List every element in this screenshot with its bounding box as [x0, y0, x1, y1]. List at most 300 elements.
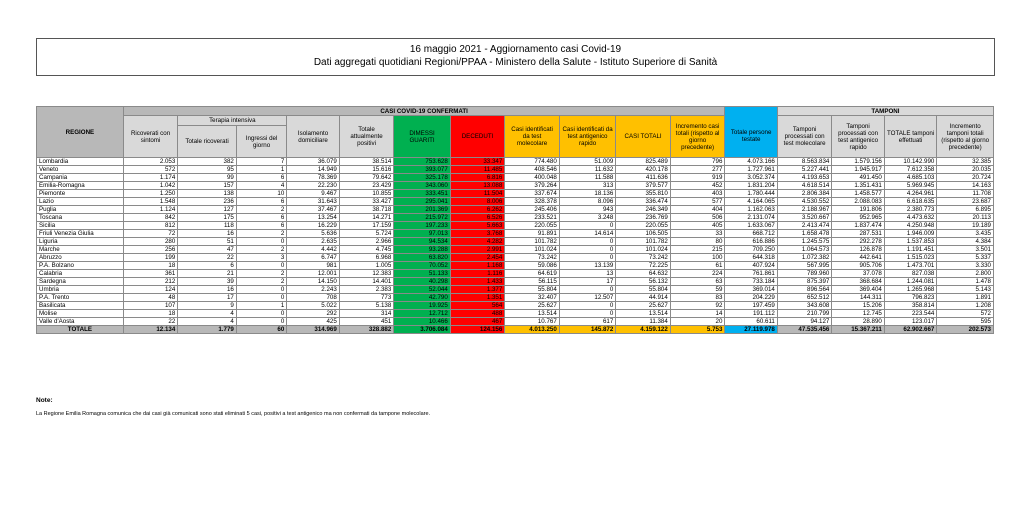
- header-tamp-ant: Tamponi processati con test antigenico rapido: [832, 116, 884, 158]
- table-cell: 4.384: [937, 238, 994, 246]
- table-cell: 369.014: [725, 286, 777, 294]
- table-cell: 51.133: [394, 270, 451, 278]
- table-cell: 337.674: [505, 190, 560, 198]
- table-cell: 2: [236, 270, 286, 278]
- table-cell: 467: [450, 318, 505, 326]
- table-cell: 20.113: [937, 214, 994, 222]
- table-cell: 292: [287, 310, 339, 318]
- table-cell: 4: [236, 182, 286, 190]
- table-cell: 13.088: [450, 182, 505, 190]
- table-cell: 37.467: [287, 206, 339, 214]
- table-cell: 407.924: [725, 262, 777, 270]
- region-name: Basilicata: [37, 302, 124, 310]
- header-antigenico: Casi identificati da test antigenico rapido: [559, 116, 616, 158]
- table-row: [37, 206, 994, 214]
- table-cell: 63: [670, 278, 725, 286]
- table-cell: 796: [670, 158, 725, 166]
- table-cell: 33.427: [339, 198, 394, 206]
- table-cell: 425: [287, 318, 339, 326]
- table-cell: 22: [178, 254, 237, 262]
- table-cell: 796.823: [884, 294, 936, 302]
- table-cell: 11.485: [450, 166, 505, 174]
- report-subtitle: Dati aggregati quotidiani Regioni/PPAA - Ministero della Salute - Istituto Superiore di Sanità: [313, 57, 718, 68]
- table-cell: 1.633.067: [725, 222, 777, 230]
- table-cell: 1.837.474: [832, 222, 884, 230]
- header-tamp-tot: TOTALE tamponi effettuati: [884, 116, 936, 158]
- table-cell: 233.521: [505, 214, 560, 222]
- table-cell: 215: [670, 246, 725, 254]
- table-cell: 369.404: [832, 286, 884, 294]
- table-cell: 1.245.575: [777, 238, 832, 246]
- table-cell: 325.178: [394, 174, 451, 182]
- table-cell: 23.429: [339, 182, 394, 190]
- table-cell: 10.466: [394, 318, 451, 326]
- table-cell: 44.914: [616, 294, 671, 302]
- table-cell: 2.966: [339, 238, 394, 246]
- table-cell: 451: [339, 318, 394, 326]
- table-cell: 2.088.083: [832, 198, 884, 206]
- table-cell: 343.608: [777, 302, 832, 310]
- table-cell: 91.891: [505, 230, 560, 238]
- region-name: Friuli Venezia Giulia: [37, 230, 124, 238]
- table-cell: 48: [123, 294, 178, 302]
- table-cell: 2.053: [123, 158, 178, 166]
- table-cell: 12.745: [832, 310, 884, 318]
- region-name: Emilia-Romagna: [37, 182, 124, 190]
- header-tamp-inc: Incremento tamponi totali (rispetto al giorno precedente): [937, 116, 994, 158]
- table-row: [37, 214, 994, 222]
- table-cell: 1: [236, 166, 286, 174]
- table-cell: 774.480: [505, 158, 560, 166]
- table-cell: 1.191.451: [884, 246, 936, 254]
- header-incremento: Incremento casi totali (rispetto al giorno precedente): [670, 116, 725, 158]
- table-cell: 210.799: [777, 310, 832, 318]
- table-cell: 0: [236, 294, 286, 302]
- region-name: Campania: [37, 174, 124, 182]
- table-cell: 789.960: [777, 270, 832, 278]
- table-cell: 1.579.156: [832, 158, 884, 166]
- table-cell: 358.814: [884, 302, 936, 310]
- table-cell: 13.139: [559, 262, 616, 270]
- table-cell: 1.727.961: [725, 166, 777, 174]
- table-cell: 72: [123, 230, 178, 238]
- table-cell: 39: [178, 278, 237, 286]
- table-cell: 400.048: [505, 174, 560, 182]
- table-cell: 23.687: [937, 198, 994, 206]
- table-cell: 18.136: [559, 190, 616, 198]
- total-cell: 60: [236, 326, 286, 334]
- table-cell: 124: [123, 286, 178, 294]
- table-cell: 0: [559, 286, 616, 294]
- table-cell: 981: [287, 262, 339, 270]
- table-cell: 33: [670, 230, 725, 238]
- table-cell: 95: [178, 166, 237, 174]
- table-cell: 2.454: [450, 254, 505, 262]
- table-row: [37, 222, 994, 230]
- table-cell: 59.086: [505, 262, 560, 270]
- region-name: Calabria: [37, 270, 124, 278]
- table-cell: 16: [178, 286, 237, 294]
- region-name: P.A. Bolzano: [37, 262, 124, 270]
- table-cell: 4: [178, 318, 237, 326]
- table-cell: 572: [123, 166, 178, 174]
- region-name: Liguria: [37, 238, 124, 246]
- table-cell: 14.150: [287, 278, 339, 286]
- table-cell: 1.458.577: [832, 190, 884, 198]
- table-cell: 79.642: [339, 174, 394, 182]
- table-cell: 8.006: [450, 198, 505, 206]
- report-title: 16 maggio 2021 - Aggiornamento casi Covid-19: [409, 44, 622, 55]
- region-name: Lombardia: [37, 158, 124, 166]
- table-cell: 118: [178, 222, 237, 230]
- table-cell: 0: [236, 238, 286, 246]
- header-positivi: Totale attualmente positivi: [339, 116, 394, 158]
- table-cell: 101.024: [505, 246, 560, 254]
- table-cell: 1.072.382: [777, 254, 832, 262]
- table-cell: 1.946.009: [884, 230, 936, 238]
- total-cell: 12.134: [123, 326, 178, 334]
- table-cell: 55.804: [505, 286, 560, 294]
- table-cell: 78.369: [287, 174, 339, 182]
- table-cell: 2.800: [937, 270, 994, 278]
- table-cell: 80: [670, 238, 725, 246]
- table-cell: 15.616: [339, 166, 394, 174]
- table-cell: 6: [236, 174, 286, 182]
- table-cell: 100: [670, 254, 725, 262]
- table-cell: 6: [236, 198, 286, 206]
- table-cell: 452: [670, 182, 725, 190]
- region-name: Toscana: [37, 214, 124, 222]
- table-cell: 567.995: [777, 262, 832, 270]
- table-cell: 157: [178, 182, 237, 190]
- table-cell: 1.548: [123, 198, 178, 206]
- table-cell: 1.265.968: [884, 286, 936, 294]
- table-cell: 1.658.478: [777, 230, 832, 238]
- table-cell: 442.641: [832, 254, 884, 262]
- table-cell: 223.544: [884, 310, 936, 318]
- region-name: Piemonte: [37, 190, 124, 198]
- table-cell: 2.991: [450, 246, 505, 254]
- table-cell: 32.407: [505, 294, 560, 302]
- table-cell: 577: [670, 198, 725, 206]
- table-cell: 825.489: [616, 158, 671, 166]
- table-cell: 1.515.023: [884, 254, 936, 262]
- table-cell: 18: [123, 262, 178, 270]
- table-cell: 2.188.967: [777, 206, 832, 214]
- header-dimessi: DIMESSI GUARITI: [394, 116, 451, 158]
- table-row: [37, 166, 994, 174]
- table-cell: 2.383: [339, 286, 394, 294]
- table-cell: 20: [670, 318, 725, 326]
- table-cell: 4.073.166: [725, 158, 777, 166]
- table-cell: 6.895: [937, 206, 994, 214]
- table-cell: 144.311: [832, 294, 884, 302]
- table-cell: 1: [236, 302, 286, 310]
- table-cell: 25.627: [505, 302, 560, 310]
- table-cell: 138: [178, 190, 237, 198]
- table-cell: 101.782: [505, 238, 560, 246]
- table-cell: 644.318: [725, 254, 777, 262]
- table-cell: 215.972: [394, 214, 451, 222]
- table-cell: 1.831.204: [725, 182, 777, 190]
- table-cell: 212: [123, 278, 178, 286]
- table-cell: 6.526: [450, 214, 505, 222]
- total-cell: 47.535.456: [777, 326, 832, 334]
- table-cell: 733.184: [725, 278, 777, 286]
- table-cell: 256: [123, 246, 178, 254]
- table-cell: 1.250: [123, 190, 178, 198]
- table-cell: 6.262: [450, 206, 505, 214]
- table-cell: 56.132: [616, 278, 671, 286]
- notes-title: Note:: [36, 397, 53, 404]
- header-persone: Totale persone testate: [725, 116, 777, 158]
- table-cell: 2.380.773: [884, 206, 936, 214]
- table-cell: 6.618.635: [884, 198, 936, 206]
- table-cell: 4.685.103: [884, 174, 936, 182]
- table-cell: 236: [178, 198, 237, 206]
- table-cell: 94.534: [394, 238, 451, 246]
- table-cell: 20.724: [937, 174, 994, 182]
- table-cell: 107: [123, 302, 178, 310]
- table-cell: 16: [178, 230, 237, 238]
- header-terapia-intensiva: Terapia intensiva: [178, 116, 287, 126]
- total-cell: 314.969: [287, 326, 339, 334]
- region-name: Sardegna: [37, 278, 124, 286]
- table-cell: 42.790: [394, 294, 451, 302]
- table-row: [37, 182, 994, 190]
- table-cell: 842: [123, 214, 178, 222]
- table-cell: 595: [937, 318, 994, 326]
- table-cell: 1.478: [937, 278, 994, 286]
- table-row: [37, 254, 994, 262]
- table-cell: 17.159: [339, 222, 394, 230]
- table-row: [37, 238, 994, 246]
- table-cell: 1.473.701: [884, 262, 936, 270]
- table-cell: 295.041: [394, 198, 451, 206]
- table-cell: 3.768: [450, 230, 505, 238]
- table-cell: 488: [450, 310, 505, 318]
- table-cell: 19.189: [937, 222, 994, 230]
- table-cell: 99: [178, 174, 237, 182]
- table-cell: 491.450: [832, 174, 884, 182]
- header-ti-totale: Totale ricoverati: [178, 126, 237, 158]
- table-cell: 38.718: [339, 206, 394, 214]
- table-cell: 8.096: [559, 198, 616, 206]
- total-cell: 4.159.122: [616, 326, 671, 334]
- table-cell: 0: [236, 318, 286, 326]
- table-cell: 224: [670, 270, 725, 278]
- table-cell: 1.351.431: [832, 182, 884, 190]
- table-cell: 6.747: [287, 254, 339, 262]
- table-cell: 10.142.990: [884, 158, 936, 166]
- table-cell: 952.965: [832, 214, 884, 222]
- table-cell: 2: [236, 206, 286, 214]
- table-cell: 14.401: [339, 278, 394, 286]
- table-cell: 52.044: [394, 286, 451, 294]
- table-cell: 0: [236, 262, 286, 270]
- table-cell: 204.229: [725, 294, 777, 302]
- table-cell: 2: [236, 246, 286, 254]
- table-cell: 20.035: [937, 166, 994, 174]
- table-cell: 368.684: [832, 278, 884, 286]
- table-cell: 1.116: [450, 270, 505, 278]
- table-cell: 64.619: [505, 270, 560, 278]
- table-cell: 382: [178, 158, 237, 166]
- table-cell: 7: [236, 158, 286, 166]
- total-cell: 27.119.978: [725, 326, 777, 334]
- table-cell: 405: [670, 222, 725, 230]
- table-cell: 11.588: [559, 174, 616, 182]
- total-cell: 124.156: [450, 326, 505, 334]
- table-cell: 3: [236, 254, 286, 262]
- table-cell: 83: [670, 294, 725, 302]
- table-cell: 11.632: [559, 166, 616, 174]
- table-cell: 19.925: [394, 302, 451, 310]
- table-cell: 4.250.948: [884, 222, 936, 230]
- total-cell: 4.013.250: [505, 326, 560, 334]
- table-cell: 13.254: [287, 214, 339, 222]
- table-cell: 1.244.081: [884, 278, 936, 286]
- table-cell: 12.507: [559, 294, 616, 302]
- table-cell: 220.055: [505, 222, 560, 230]
- table-cell: 753.628: [394, 158, 451, 166]
- table-cell: 0: [559, 238, 616, 246]
- table-row: [37, 246, 994, 254]
- table-cell: 2.243: [287, 286, 339, 294]
- table-row: [37, 158, 994, 166]
- table-cell: 7.612.358: [884, 166, 936, 174]
- table-cell: 343.060: [394, 182, 451, 190]
- table-cell: 1.208: [937, 302, 994, 310]
- table-cell: 5.138: [339, 302, 394, 310]
- table-cell: 11.384: [616, 318, 671, 326]
- table-row: [37, 278, 994, 286]
- table-cell: 827.038: [884, 270, 936, 278]
- table-cell: 5.022: [287, 302, 339, 310]
- table-cell: 16.229: [287, 222, 339, 230]
- table-cell: 1.064.573: [777, 246, 832, 254]
- region-name: P.A. Trento: [37, 294, 124, 302]
- table-row: [37, 286, 994, 294]
- table-cell: 101.024: [616, 246, 671, 254]
- header-molecolare: Casi identificati da test molecolare: [505, 116, 560, 158]
- table-cell: 4: [178, 310, 237, 318]
- total-label: TOTALE: [37, 326, 124, 334]
- table-row: [37, 262, 994, 270]
- table-cell: 28.890: [832, 318, 884, 326]
- table-cell: 379.264: [505, 182, 560, 190]
- table-cell: 617: [559, 318, 616, 326]
- table-cell: 668.712: [725, 230, 777, 238]
- header-tamponi: TAMPONI: [777, 107, 993, 116]
- region-name: Lazio: [37, 198, 124, 206]
- table-cell: 106.505: [616, 230, 671, 238]
- table-cell: 246.349: [616, 206, 671, 214]
- table-cell: 292.278: [832, 238, 884, 246]
- table-cell: 15.206: [832, 302, 884, 310]
- table-cell: 123.017: [884, 318, 936, 326]
- table-cell: 47: [178, 246, 237, 254]
- table-cell: 1.162.063: [725, 206, 777, 214]
- table-cell: 14: [670, 310, 725, 318]
- table-cell: 4.264.961: [884, 190, 936, 198]
- table-cell: 875.397: [777, 278, 832, 286]
- table-cell: 4.618.514: [777, 182, 832, 190]
- table-cell: 773: [339, 294, 394, 302]
- table-cell: 191.806: [832, 206, 884, 214]
- table-row: [37, 230, 994, 238]
- table-cell: 73.242: [616, 254, 671, 262]
- table-cell: 236.769: [616, 214, 671, 222]
- table-cell: 5.636: [287, 230, 339, 238]
- table-cell: 411.636: [616, 174, 671, 182]
- table-row: [37, 198, 994, 206]
- total-cell: 145.872: [559, 326, 616, 334]
- table-cell: 13.514: [616, 310, 671, 318]
- table-cell: 1.174: [123, 174, 178, 182]
- table-cell: 94.127: [777, 318, 832, 326]
- table-cell: 6.816: [450, 174, 505, 182]
- table-row: [37, 270, 994, 278]
- table-cell: 40.298: [394, 278, 451, 286]
- header-casi-totali: CASI TOTALI: [616, 116, 671, 158]
- table-cell: 51: [178, 238, 237, 246]
- total-cell: 62.902.667: [884, 326, 936, 334]
- table-cell: 379.577: [616, 182, 671, 190]
- table-cell: 22.230: [287, 182, 339, 190]
- table-cell: 393.077: [394, 166, 451, 174]
- table-cell: 420.178: [616, 166, 671, 174]
- table-cell: 92: [670, 302, 725, 310]
- total-cell: 1.779: [178, 326, 237, 334]
- table-cell: 12.712: [394, 310, 451, 318]
- table-cell: 0: [559, 310, 616, 318]
- table-row: [37, 302, 994, 310]
- table-cell: 564: [450, 302, 505, 310]
- table-cell: 6: [236, 222, 286, 230]
- total-cell: 202.573: [937, 326, 994, 334]
- table-cell: 64.632: [616, 270, 671, 278]
- table-cell: 70.052: [394, 262, 451, 270]
- table-cell: 72.225: [616, 262, 671, 270]
- table-cell: 616.886: [725, 238, 777, 246]
- table-row: [37, 318, 994, 326]
- table-cell: 14.949: [287, 166, 339, 174]
- table-cell: 197.233: [394, 222, 451, 230]
- table-cell: 812: [123, 222, 178, 230]
- table-cell: 97.013: [394, 230, 451, 238]
- notes-text: La Regione Emilia Romagna comunica che dai casi già comunicati sono stati eliminati 5 casi, positivi a test antigenico ma non confermati da tampone molecolare.: [36, 411, 431, 417]
- region-name: Molise: [37, 310, 124, 318]
- total-cell: 3.706.084: [394, 326, 451, 334]
- table-cell: 333.451: [394, 190, 451, 198]
- header-casi-confermati: CASI COVID-19 CONFERMATI: [123, 107, 725, 116]
- table-cell: 1.005: [339, 262, 394, 270]
- header-isolamento: Isolamento domiciliare: [287, 116, 339, 158]
- header-ricoverati: Ricoverati con sintomi: [123, 116, 178, 158]
- table-cell: 708: [287, 294, 339, 302]
- header-ti-ingressi: Ingressi del giorno: [236, 126, 286, 158]
- table-cell: 0: [559, 254, 616, 262]
- table-cell: 1.377: [450, 286, 505, 294]
- table-cell: 355.810: [616, 190, 671, 198]
- table-cell: 22: [123, 318, 178, 326]
- table-cell: 3.435: [937, 230, 994, 238]
- table-cell: 33.347: [450, 158, 505, 166]
- table-cell: 9.467: [287, 190, 339, 198]
- header-regione: REGIONE: [37, 107, 124, 158]
- region-name: Valle d'Aosta: [37, 318, 124, 326]
